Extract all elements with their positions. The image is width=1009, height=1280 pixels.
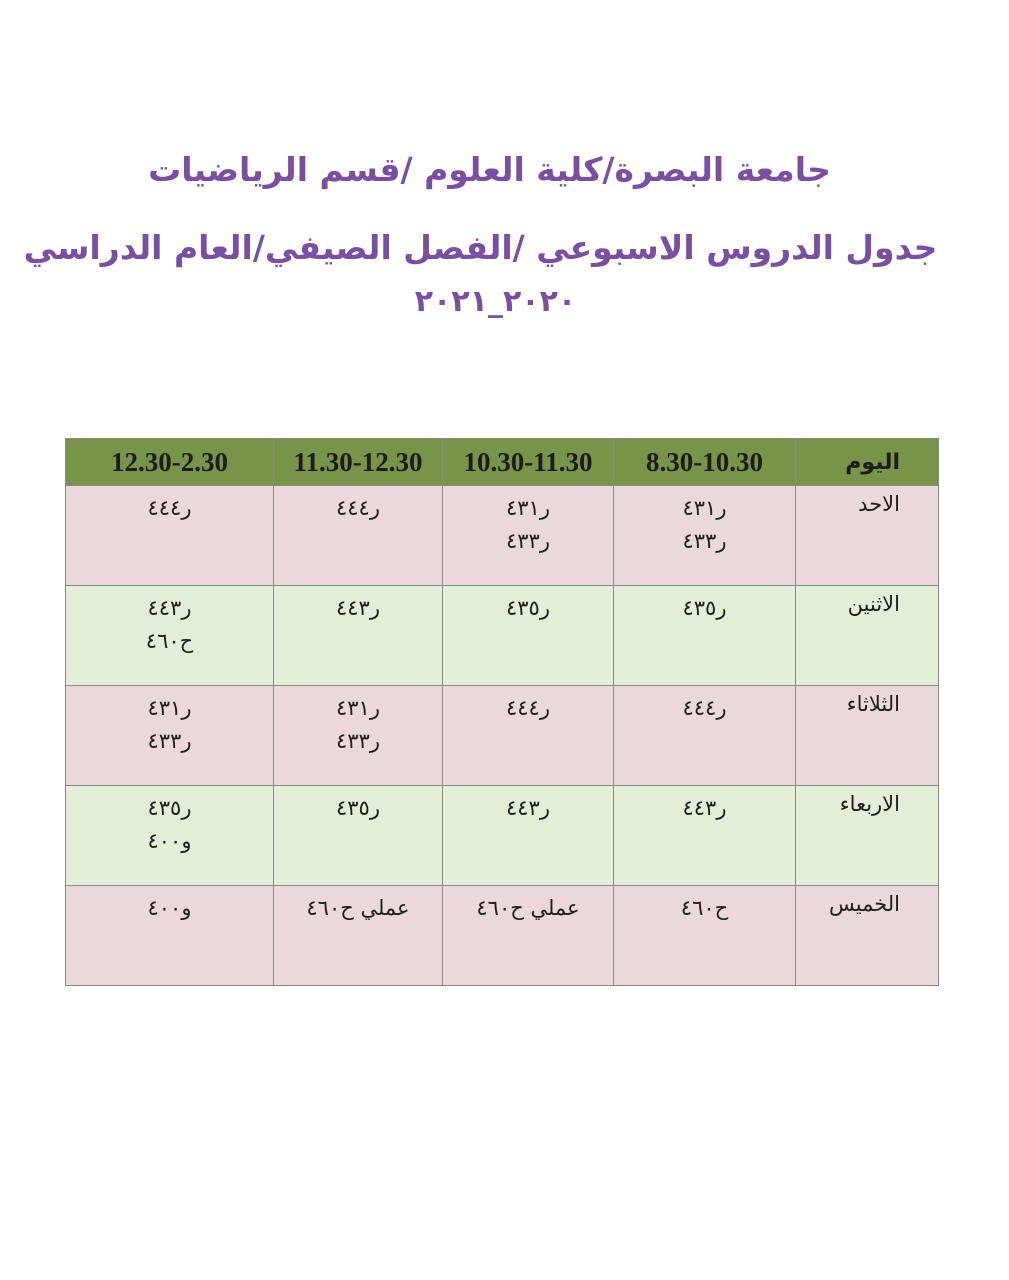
day-label: الاربعاء [796, 786, 939, 886]
course-code: ر٤٤٣ [147, 596, 192, 620]
schedule-cell [443, 486, 614, 586]
schedule-cell [66, 686, 274, 786]
column-header-8-30: 8.30-10.30 [614, 439, 796, 486]
course-code: ر٤٤٤ [506, 696, 550, 720]
schedule-cell [66, 586, 274, 686]
table-row [66, 686, 939, 786]
course-code: ر٤٣١ [682, 496, 727, 520]
course-code: ر٤٣٣ [336, 729, 380, 753]
course-code: ر٤٣٥ [147, 796, 192, 820]
course-code: ر٤٣٥ [682, 596, 727, 620]
course-code: و٤٠٠ [147, 829, 192, 853]
course-code: ر٤٤٤ [682, 696, 727, 720]
schedule-cell [274, 886, 443, 986]
schedule-cell [274, 686, 443, 786]
schedule-cell [443, 586, 614, 686]
table-row [66, 886, 939, 986]
table-row [66, 486, 939, 586]
schedule-table [65, 438, 939, 986]
schedule-cell [614, 686, 796, 786]
header-row [66, 439, 939, 486]
schedule-cell [274, 586, 443, 686]
day-label: الخميس [796, 886, 939, 986]
course-code: ر٤٤٣ [336, 596, 380, 620]
course-code: ر٤٣٣ [682, 529, 727, 553]
schedule-cell [614, 586, 796, 686]
course-code: ر٤٤٣ [506, 796, 550, 820]
course-code: ر٤٣٣ [506, 529, 550, 553]
day-label: الاثنين [796, 586, 939, 686]
table-row [66, 586, 939, 686]
course-code: و٤٠٠ [147, 896, 192, 920]
academic-year: ٢٠٢٠_٢٠٢١ [414, 284, 577, 319]
course-code: ر٤٣٣ [147, 729, 192, 753]
course-code: ر٤٤٤ [336, 496, 380, 520]
course-code: ر٤٣١ [147, 696, 192, 720]
day-label: الثلاثاء [796, 686, 939, 786]
day-label: الاحد [796, 486, 939, 586]
table-row [66, 786, 939, 886]
course-code: ر٤٣١ [506, 496, 550, 520]
schedule-cell [443, 886, 614, 986]
schedule-cell [614, 786, 796, 886]
course-code: ر٤٤٣ [682, 796, 727, 820]
schedule-cell [66, 486, 274, 586]
course-code: ر٤٣٥ [336, 796, 380, 820]
schedule-cell [443, 686, 614, 786]
schedule-cell [274, 486, 443, 586]
course-code: ح٤٦٠ [145, 629, 194, 653]
course-code: ر٤٤٤ [147, 496, 192, 520]
course-code: ر٤٣١ [336, 696, 380, 720]
schedule-cell [66, 886, 274, 986]
university-title: جامعة البصرة/كلية العلوم /قسم الرياضيات [148, 150, 831, 189]
course-code: ر٤٣٥ [506, 596, 550, 620]
schedule-cell [614, 886, 796, 986]
column-header-11-30: 11.30-12.30 [274, 439, 443, 486]
course-code: عملي ح٤٦٠ [476, 896, 580, 920]
column-header-10-30: 10.30-11.30 [443, 439, 614, 486]
column-header-day: اليوم [796, 439, 939, 486]
schedule-cell [443, 786, 614, 886]
schedule-title: جدول الدروس الاسبوعي /الفصل الصيفي/العام الدراسي [23, 228, 938, 267]
schedule-cell [274, 786, 443, 886]
column-header-12-30: 12.30-2.30 [66, 439, 274, 486]
schedule-cell [66, 786, 274, 886]
course-code: عملي ح٤٦٠ [306, 896, 410, 920]
schedule-cell [614, 486, 796, 586]
course-code: ح٤٦٠ [680, 896, 729, 920]
